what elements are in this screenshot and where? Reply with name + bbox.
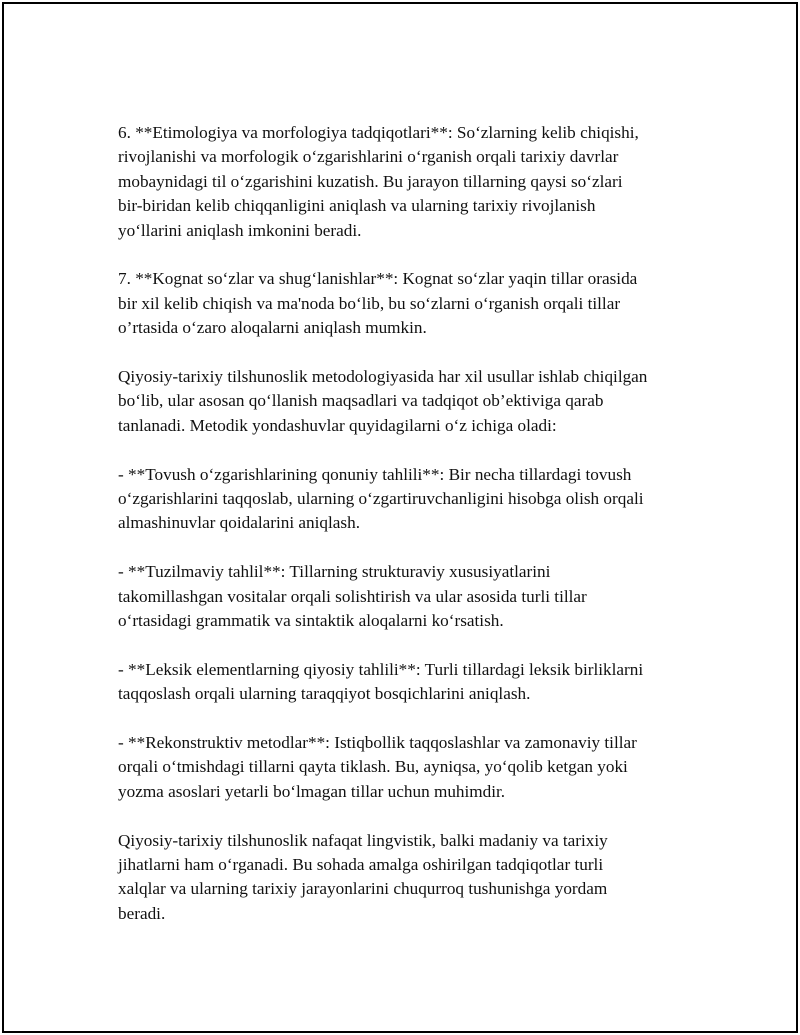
text-line: takomillashgan vositalar orqali solishtirish va ular asosida turli tillar [118, 586, 587, 606]
paragraph-kognat [118, 267, 718, 340]
text-line: rivojlanishi va morfologik o‘zgarishlarini o‘rganish orqali tarixiy davrlar [118, 147, 619, 167]
text-line: 7. **Kognat so‘zlar va shug‘lanishlar**: Kognat so‘zlar yaqin tillar orasida [118, 269, 638, 289]
text-line: beradi. [118, 903, 166, 923]
list-item-leksik [118, 658, 718, 707]
paragraph-xulosa [118, 829, 718, 927]
text-line: taqqoslash orqali ularning taraqqiyot bosqichlarini aniqlash. [118, 684, 531, 704]
text-line: tanlanadi. Metodik yondashuvlar quyidagilarni o‘z ichiga oladi: [118, 415, 557, 435]
paragraph-metodologiya [118, 365, 718, 438]
text-line: almashinuvlar qoidalarini aniqlash. [118, 513, 360, 533]
text-line: yo‘llarini aniqlash imkonini beradi. [118, 220, 362, 240]
text-line: - **Rekonstruktiv metodlar**: Istiqbollik taqqoslashlar va zamonaviy tillar [118, 733, 637, 753]
text-line: - **Leksik elementlarning qiyosiy tahlili**: Turli tillardagi leksik birliklarni [118, 659, 644, 679]
text-line: orqali o‘tmishdagi tillarni qayta tiklash. Bu, ayniqsa, yo‘qolib ketgan yoki [118, 757, 628, 777]
text-line: jihatlarni ham o‘rganadi. Bu sohada amalga oshirilgan tadqiqotlar turli [118, 855, 604, 875]
text-line: o‘rtasidagi grammatik va sintaktik aloqalarni ko‘rsatish. [118, 611, 504, 631]
text-line: o‘zgarishlarini taqqoslab, ularning o‘zgartiruvchanligini hisobga olish orqali [118, 489, 644, 509]
text-line: Qiyosiy-tarixiy tilshunoslik nafaqat lingvistik, balki madaniy va tarixiy [118, 830, 608, 850]
text-line: yozma asoslari yetarli bo‘lmagan tillar uchun muhimdir. [118, 781, 506, 801]
text-line: - **Tovush o‘zgarishlarining qonuniy tahlili**: Bir necha tillardagi tovush [118, 464, 632, 484]
list-item-tuzilmaviy [118, 560, 718, 633]
text-line: - **Tuzilmaviy tahlil**: Tillarning strukturaviy xususiyatlarini [118, 562, 551, 582]
text-line: Qiyosiy-tarixiy tilshunoslik metodologiyasida har xil usullar ishlab chiqilgan [118, 367, 648, 387]
text-line: o’rtasida o‘zaro aloqalarni aniqlash mumkin. [118, 318, 427, 338]
document-body [118, 121, 718, 926]
text-line: 6. **Etimologiya va morfologiya tadqiqotlari**: So‘zlarning kelib chiqishi, [118, 123, 639, 142]
text-line: mobaynidagi til o‘zgarishini kuzatish. Bu jarayon tillarning qaysi so‘zlari [118, 171, 623, 191]
document-page [2, 2, 798, 1033]
text-line: bir-biridan kelib chiqqanligini aniqlash va ularning tarixiy rivojlanish [118, 196, 596, 216]
list-item-tovush [118, 463, 718, 536]
text-line: bir xil kelib chiqish va ma'noda bo‘lib, bu so‘zlarni o‘rganish orqali tillar [118, 293, 621, 313]
paragraph-etimologiya [118, 121, 718, 243]
text-line: bo‘lib, ular asosan qo‘llanish maqsadlari va tadqiqot ob’ektiviga qarab [118, 391, 604, 411]
list-item-rekonstruktiv [118, 731, 718, 804]
text-line: xalqlar va ularning tarixiy jarayonlarini chuqurroq tushunishga yordam [118, 879, 608, 899]
